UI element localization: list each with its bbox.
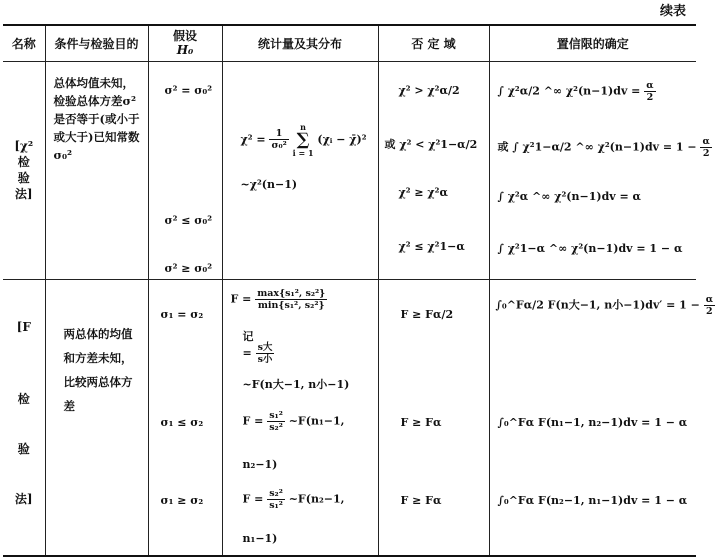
f-stat-3-formula — [243, 488, 345, 511]
chi-name-char: 验 — [17, 171, 30, 185]
f-conf-1-den: 2 — [706, 305, 713, 317]
f-hypothesis-cell — [148, 279, 222, 556]
f-stat-3-num: s₂² — [269, 487, 283, 499]
f-rejection-upper-1: F ≥ Fα — [400, 415, 442, 429]
chi-confidence-4: ∫ χ²1−α ^∞ χ²(n−1)dv = 1 − α — [497, 241, 683, 255]
chi-sum-bottom: i = 1 — [292, 147, 314, 158]
f-rejection-upper-2: F ≥ Fα — [400, 493, 442, 507]
chi-rejection-two-sided-upper: χ² > χ²α/2 — [398, 83, 460, 97]
header-statistic: 统计量及其分布 — [222, 25, 378, 61]
f-condition-cell — [45, 279, 148, 556]
chi-conf-1-den: 2 — [646, 91, 654, 103]
f-stat-2-lhs: F = — [242, 414, 264, 427]
f-stat-3-lhs: F = — [242, 492, 264, 505]
f-stat-3-den: s₁² — [269, 499, 283, 511]
f-stat-2-frac — [267, 410, 285, 433]
f-stat-1-num: max{s₁², s₂²} — [257, 287, 326, 299]
chi-rejection-two-sided-lower: 或 χ² < χ²1−α/2 — [384, 137, 478, 151]
f-stat-1-eq: = — [242, 346, 252, 359]
f-rejection-two-sided: F ≥ Fα/2 — [400, 307, 454, 321]
chi-rejection-lower: χ² ≤ χ²1−α — [398, 239, 465, 253]
f-condition: 两总体的均值和方差未知，比较两总体方差 — [63, 326, 133, 413]
f-confidence-2: ∫₀^Fα F(n₁−1, n₂−1)dv = 1 − α — [497, 415, 688, 429]
f-hypothesis-le: σ₁ ≤ σ₂ — [160, 415, 204, 429]
chi-hypothesis-le: σ² ≤ σ₀² — [164, 213, 213, 227]
header-hypothesis-line1: 假设 — [172, 29, 197, 44]
chi-hypothesis-eq: σ² = σ₀² — [164, 83, 213, 97]
f-stat-2-formula — [243, 410, 345, 433]
chi-stat-fraction — [269, 128, 288, 151]
chi-sum-top: n — [300, 121, 306, 132]
chi-stat-lhs: χ² = — [240, 132, 266, 146]
chi-condition-cell — [45, 61, 148, 279]
f-name — [3, 280, 45, 556]
chi-confidence-cell — [489, 61, 710, 279]
f-stat-1-frac2 — [256, 342, 275, 365]
chi-conf-2-num: α — [702, 135, 710, 147]
f-stat-1-distribution: ~F(n大−1, n小−1) — [242, 377, 350, 391]
chi-statistic-cell — [222, 61, 378, 279]
chi-hypothesis-cell — [148, 61, 222, 279]
chi-conf-2-frac — [700, 136, 711, 159]
f-name-char: 法] — [14, 491, 33, 506]
f-hypothesis-ge: σ₁ ≥ σ₂ — [160, 493, 204, 507]
f-stat-1-den2: s小 — [257, 353, 273, 365]
chi-square-section — [3, 61, 696, 279]
chi-condition: 总体均值未知，检验总体方差σ²是否等于(或小于或大于)已知常数σ₀² — [53, 75, 140, 162]
chi-confidence-1 — [498, 80, 656, 103]
chi-conf-2-den: 2 — [702, 147, 710, 159]
chi-conf-1-num: α — [646, 79, 654, 91]
header-condition: 条件与检验目的 — [45, 25, 148, 61]
chi-rejection-upper: χ² ≥ χ²α — [398, 185, 448, 199]
f-stat-1-note: 记 — [242, 329, 254, 343]
chi-stat-sum — [293, 122, 314, 158]
chi-stat-frac-den: σ₀² — [271, 140, 287, 151]
chi-stat-distribution: ~χ²(n−1) — [240, 177, 298, 191]
f-name-cell — [3, 279, 45, 556]
f-stat-1-den: min{s₁², s₂²} — [257, 299, 325, 311]
chi-name-char: 检 — [17, 155, 30, 169]
header-name: 名称 — [3, 25, 45, 61]
chi-confidence-2 — [498, 136, 712, 159]
f-test-section — [3, 279, 696, 556]
f-conf-1-text: ∫₀^Fα/2 F(n大−1, n小−1)dv′ = 1 − — [495, 298, 700, 311]
sum-sign: ∑ — [296, 129, 310, 150]
f-rejection-cell — [378, 279, 489, 556]
chi-conf-1-frac — [644, 80, 655, 103]
f-stat-2-distribution-cont: n₂−1) — [242, 457, 278, 471]
f-stat-3-frac — [267, 488, 285, 511]
continued-label: 续表 — [659, 4, 686, 19]
header-confidence: 置信限的确定 — [489, 25, 696, 61]
f-name-char: 验 — [17, 441, 30, 456]
f-stat-1-formula — [231, 288, 328, 311]
chi-name — [3, 62, 45, 279]
f-name-char: [F — [16, 319, 31, 334]
header-hypothesis-line2: H₀ — [176, 43, 194, 58]
f-hypothesis-eq: σ₁ = σ₂ — [160, 307, 204, 321]
f-stat-1-ratio — [243, 342, 275, 365]
hypothesis-test-table — [3, 24, 714, 557]
header-rejection: 否 定 域 — [378, 25, 489, 61]
header-hypothesis — [148, 25, 222, 61]
chi-statistic-formula — [241, 122, 367, 158]
chi-name-char: 法] — [14, 187, 33, 201]
f-stat-2-distribution: ~F(n₁−1, — [288, 414, 345, 427]
chi-stat-body: (χᵢ − χ̄)² — [317, 132, 367, 146]
f-name-char: 检 — [17, 391, 30, 406]
f-confidence-3: ∫₀^Fα F(n₂−1, n₁−1)dv = 1 − α — [497, 493, 688, 507]
f-stat-1-lhs: F = — [230, 292, 252, 305]
chi-confidence-3: ∫ χ²α ^∞ χ²(n−1)dv = α — [497, 189, 642, 203]
chi-conf-2-text: 或 ∫ χ²1−α/2 ^∞ χ²(n−1)dv = 1 − — [497, 140, 697, 153]
f-confidence-1 — [496, 294, 715, 317]
f-stat-2-den: s₂² — [269, 421, 283, 433]
chi-hypothesis-ge: σ² ≥ σ₀² — [164, 261, 213, 275]
header-row — [3, 25, 696, 61]
f-stat-3-distribution-cont: n₁−1) — [242, 531, 278, 545]
f-stat-1-num2: s大 — [257, 341, 273, 353]
chi-conf-1-text: ∫ χ²α/2 ^∞ χ²(n−1)dv = — [497, 84, 641, 97]
chi-rejection-cell — [378, 61, 489, 279]
f-stat-2-num: s₁² — [269, 409, 283, 421]
chi-name-char: [χ² — [14, 139, 34, 153]
f-stat-1-frac — [255, 288, 327, 311]
chi-name-cell — [3, 61, 45, 279]
f-statistic-cell — [222, 279, 378, 556]
chi-stat-frac-num: 1 — [269, 128, 288, 140]
f-conf-1-frac — [704, 294, 715, 317]
f-conf-1-num: α — [705, 293, 714, 305]
f-stat-3-distribution: ~F(n₂−1, — [288, 492, 345, 505]
f-confidence-cell — [489, 279, 714, 556]
